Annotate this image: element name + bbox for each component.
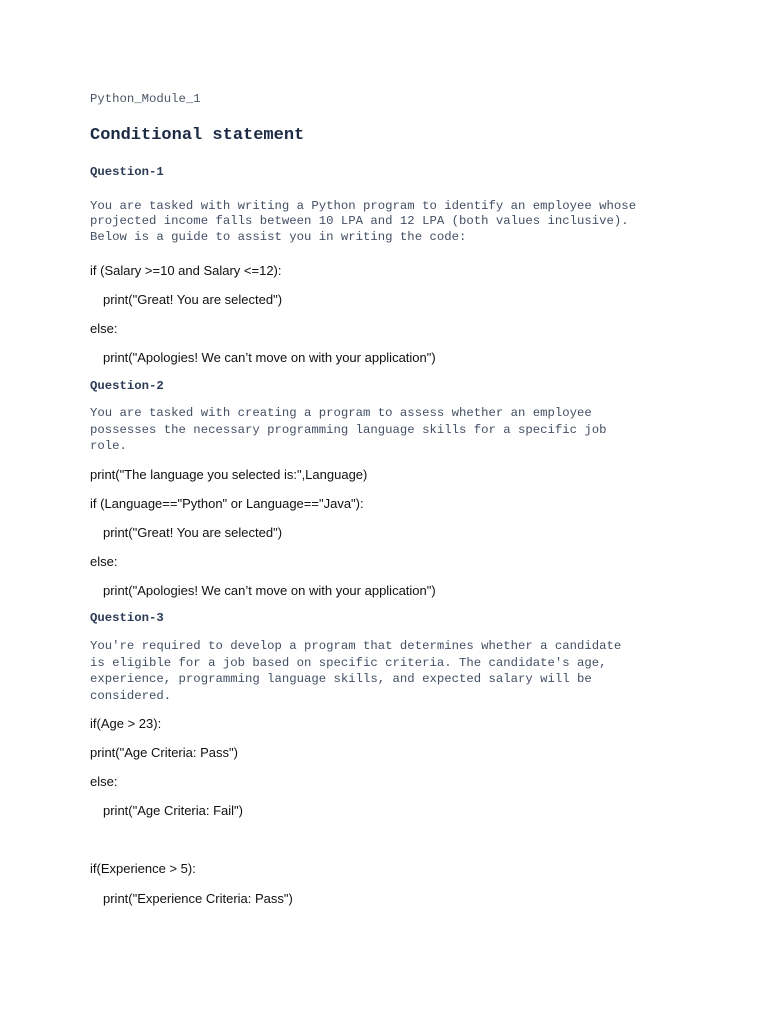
code-line: else: <box>90 554 118 569</box>
code-line: print("Great! You are selected") <box>103 292 283 307</box>
code-line: print("Age Criteria: Fail") <box>103 803 243 818</box>
question-prompt-line: You're required to develop a program that determines whether a candidate <box>90 639 622 653</box>
question-heading: Question-1 <box>90 165 164 179</box>
code-line: print("Experience Criteria: Pass") <box>103 891 293 906</box>
question-prompt-line: You are tasked with writing a Python program to identify an employee whose <box>90 199 637 213</box>
code-line: print("Apologies! We can’t move on with your application") <box>103 583 436 598</box>
code-line: print("The language you selected is:",Language) <box>90 467 368 482</box>
question-prompt-line: role. <box>90 439 127 453</box>
question-prompt-line: considered. <box>90 689 172 703</box>
module-label: Python_Module_1 <box>90 92 201 106</box>
code-line: if(Age > 23): <box>90 716 162 731</box>
question-prompt-line: experience, programming language skills, and expected salary will be <box>90 672 592 686</box>
code-line: else: <box>90 321 118 336</box>
question-heading: Question-2 <box>90 379 164 393</box>
code-line: if (Salary >=10 and Salary <=12): <box>90 263 282 278</box>
code-line: print("Great! You are selected") <box>103 525 283 540</box>
question-prompt-line: is eligible for a job based on specific criteria. The candidate's age, <box>90 656 607 670</box>
code-line: else: <box>90 774 118 789</box>
question-heading: Question-3 <box>90 611 164 625</box>
code-line: print("Age Criteria: Pass") <box>90 745 238 760</box>
question-prompt-line: You are tasked with creating a program to assess whether an employee <box>90 406 592 420</box>
code-line: if (Language=="Python" or Language=="Java"): <box>90 496 364 511</box>
question-prompt-line: Below is a guide to assist you in writing the code: <box>90 230 467 244</box>
code-line: if(Experience > 5): <box>90 861 196 876</box>
code-line: print("Apologies! We can’t move on with your application") <box>103 350 436 365</box>
page-title: Conditional statement <box>90 126 305 145</box>
question-prompt-line: projected income falls between 10 LPA and 12 LPA (both values inclusive). <box>90 214 629 228</box>
question-prompt-line: possesses the necessary programming language skills for a specific job <box>90 423 607 437</box>
